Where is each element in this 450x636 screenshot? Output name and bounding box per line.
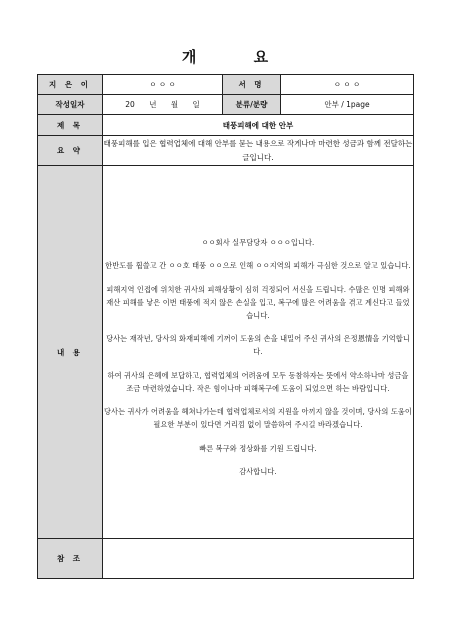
content-paragraph: 하여 귀사의 은혜에 보답하고, 협력업체의 어려움에 모두 동참하자는 뜻에서 약소하나마 성금을 조금 마련하였습니다. 작은 힘이나마 피해복구에 도움이 되었으면 하는 바람입니다.	[107, 370, 409, 393]
author-label: 지 은 이	[38, 75, 103, 95]
signature-label: 서 명	[223, 75, 281, 95]
summary-form	[37, 74, 414, 579]
date-day-unit: 일	[192, 100, 200, 109]
date-row	[38, 95, 414, 115]
content-paragraph: 당사는 재작년, 당사의 화재피해에 기꺼이 도움의 손을 내밀어 주신 귀사의 은정恩情을 기억합니다.	[106, 334, 410, 356]
content-label: 내 용	[38, 166, 103, 539]
content-paragraph: ㅇㅇ회사 실무담당자 ㅇㅇㅇ입니다.	[201, 237, 315, 247]
summary-row	[38, 136, 414, 166]
content-paragraph: 당사는 귀사가 어려움을 헤쳐나가는데 협력업체로서의 지원을 아끼지 않을 것이며, 당사의 도움이 필요한 부분이 있다면 거리낌 없이 말씀하여 주시길 바라겠습니다.	[104, 407, 412, 429]
content-body	[103, 166, 414, 539]
content-paragraphs	[103, 236, 413, 479]
document-title: 개 요	[181, 48, 295, 66]
date-label: 작성일자	[38, 95, 103, 115]
date-month-unit: 월	[170, 100, 179, 109]
author-value: ㅇ ㅇ ㅇ	[103, 75, 223, 95]
subject-value: 태풍피해에 대한 안부	[103, 115, 414, 136]
content-row	[38, 166, 414, 539]
subject-row	[38, 115, 414, 136]
summary-label: 요 약	[38, 136, 103, 166]
date-year: 20	[125, 100, 135, 109]
signature-value: ㅇ ㅇ ㅇ	[281, 75, 414, 95]
reference-value	[103, 539, 414, 579]
content-paragraph: 감사합니다.	[239, 467, 277, 476]
summary-value: 태풍피해를 입은 협력업체에 대해 안부를 묻는 내용으로 작게나마 마련한 성금과 함께 전달하는 글입니다.	[103, 136, 414, 166]
volume-label: 분류/분량	[223, 95, 281, 115]
subject-label: 제 목	[38, 115, 103, 136]
reference-row	[38, 539, 414, 579]
content-paragraph: 한반도를 휩쓸고 간 ㅇㅇ호 태풍 ㅇㅇ으로 인해 ㅇㅇ지역의 피해가 극심한 것으로 알고 있습니다.	[105, 261, 411, 270]
date-value	[103, 95, 223, 115]
content-paragraph: 빠른 복구와 정상화를 기원 드립니다.	[199, 443, 317, 453]
author-row	[38, 75, 414, 95]
volume-value: 안부 / 1page	[281, 95, 414, 115]
content-paragraph: 피해지역 인접에 위치한 귀사의 피해상황이 심히 걱정되어 서신을 드립니다. 수많은 인명 피해와 재산 피해를 낳은 이번 태풍에 적지 않은 손실을 입고, 복구에 많은 어려움을 겪고 계신다고 들었습니다.	[106, 284, 410, 320]
date-year-unit: 년	[149, 100, 157, 109]
reference-label: 참 조	[38, 539, 103, 579]
